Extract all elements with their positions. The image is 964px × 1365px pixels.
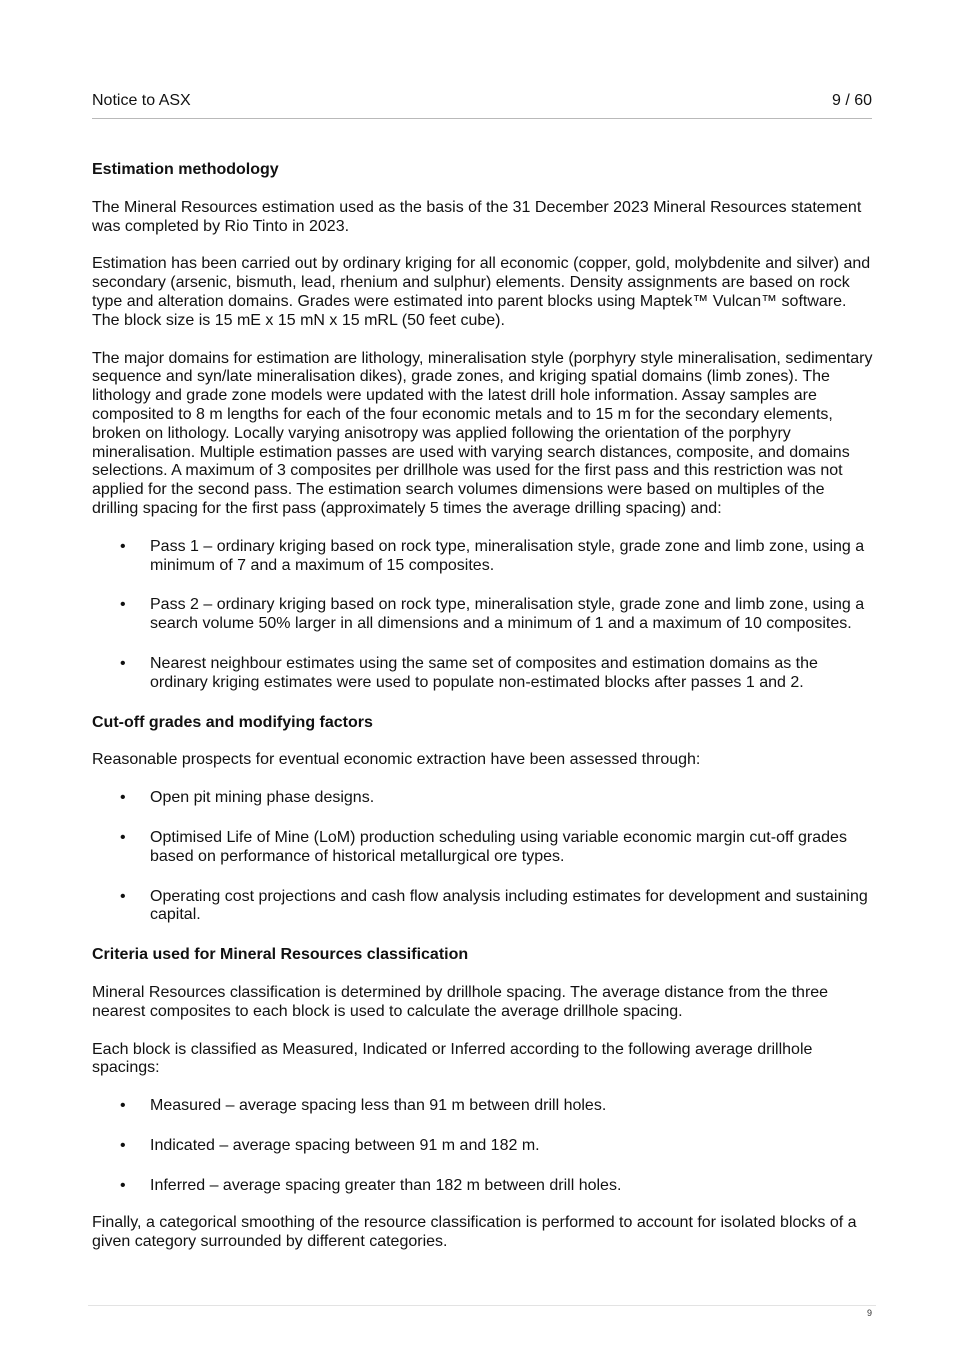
list-item: • Pass 2 – ordinary kriging based on rock type, mineralisation style, grade zone and limb zone, using a search volume 50% larger in all dimensions and a minimum of 1 and a maximum of 10 composites. bbox=[92, 596, 874, 634]
document-body bbox=[92, 161, 874, 1271]
paragraph: The Mineral Resources estimation used as the basis of the 31 December 2023 Mineral Resources statement was completed by Rio Tinto in 2023. bbox=[92, 198, 862, 235]
paragraph: Each block is classified as Measured, Indicated or Inferred according to the following average drillhole spacings: bbox=[92, 1040, 813, 1077]
list-item: • Open pit mining phase designs. bbox=[92, 789, 874, 808]
paragraph: Mineral Resources classification is determined by drillhole spacing. The average distance from the three nearest composites to each block is used to calculate the average drillhole spacing. bbox=[92, 983, 829, 1020]
list-item: • Optimised Life of Mine (LoM) production scheduling using variable economic margin cut-off grades based on performance of historical metallurgical ore types. bbox=[92, 829, 874, 867]
cutoff-factor-list bbox=[92, 789, 874, 925]
list-item: • Pass 1 – ordinary kriging based on rock type, mineralisation style, grade zone and limb zone, using a minimum of 7 and a maximum of 15 composites. bbox=[92, 538, 874, 576]
header-divider bbox=[92, 118, 872, 119]
section-heading-cutoff: Cut-off grades and modifying factors bbox=[92, 713, 373, 731]
paragraph: Estimation has been carried out by ordinary kriging for all economic (copper, gold, molybdenite and silver) and secondary (arsenic, bismuth, lead, rhenium and sulphur) elements. Density assignments are based on rock type and alteration domains. Grades were estimated into parent blocks using Maptek™ Vulcan™ software. The block size is 15 mE x 15 mN x 15 mRL (50 feet cube). bbox=[92, 255, 871, 329]
section-heading-classification: Criteria used for Mineral Resources classification bbox=[92, 946, 469, 964]
section-heading-estimation: Estimation methodology bbox=[92, 161, 279, 178]
paragraph: The major domains for estimation are lithology, mineralisation style (porphyry style mineralisation, sedimentary sequence and syn/late mineralisation dikes), grade zones, and kriging spatial domains (limb zones). The lithology and grade zone models were updated with the latest drill hole information. Assay samples are composited to 8 m lengths for each of the four economic metals and to 15 m for the secondary elements, broken on lithology. Locally varying anisotropy was applied following the orientation of the porphyry mineralisation. Multiple estimation passes are used with varying search distances, composite, and domains selections. A maximum of 3 composites per drillhole was used for the first pass and this restriction was not applied for the second pass. The estimation search volumes dimensions were based on multiples of the drilling spacing for the first pass (approximately 5 times the average drilling spacing) and: bbox=[92, 349, 873, 517]
list-item: • Nearest neighbour estimates using the same set of composites and estimation domains as the ordinary kriging estimates were used to populate non-estimated blocks after passes 1 and 2. bbox=[92, 655, 874, 693]
list-item: • Operating cost projections and cash flow analysis including estimates for development and sustaining capital. bbox=[92, 888, 874, 926]
list-item: • Indicated – average spacing between 91 m and 182 m. bbox=[92, 1137, 874, 1156]
classification-list bbox=[92, 1097, 874, 1195]
page-indicator: 9 / 60 bbox=[831, 92, 872, 109]
document-title: Notice to ASX bbox=[92, 92, 191, 109]
paragraph: Reasonable prospects for eventual economic extraction have been assessed through: bbox=[92, 751, 701, 769]
list-item: • Measured – average spacing less than 91 m between drill holes. bbox=[92, 1097, 874, 1116]
footer-divider bbox=[88, 1305, 876, 1306]
paragraph: Finally, a categorical smoothing of the resource classification is performed to account for isolated blocks of a given category surrounded by different categories. bbox=[92, 1214, 857, 1251]
page-header bbox=[92, 91, 872, 111]
estimation-pass-list bbox=[92, 538, 874, 693]
list-item: • Inferred – average spacing greater than 182 m between drill holes. bbox=[92, 1177, 874, 1196]
footer-page-number: 9 bbox=[866, 1308, 872, 1318]
